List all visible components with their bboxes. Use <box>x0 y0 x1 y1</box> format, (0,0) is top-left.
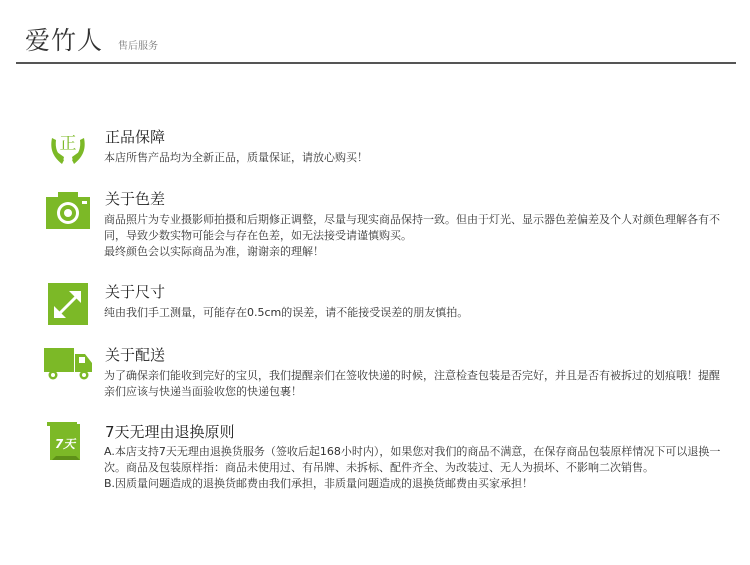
section-title: 关于尺寸 <box>105 283 166 301</box>
section-delivery <box>0 340 750 406</box>
resize-arrow-icon <box>46 283 94 327</box>
section-body <box>104 305 728 321</box>
section-line: B.因质量问题造成的退换货邮费由我们承担，非质量问题造成的退换货邮费由买家承担！ <box>104 477 534 490</box>
section-size <box>0 277 750 333</box>
section-line: 纯由我们手工测量，可能存在0.5cm的误差，请不能接受误差的朋友慎拍。 <box>104 306 469 319</box>
section-body <box>104 212 728 260</box>
seven-day-icon-glyph: 7天 <box>54 437 76 451</box>
section-line: 本店所售产品均为全新正品，质量保证，请放心购买！ <box>104 151 368 164</box>
section-line: A.本店支持7天无理由退换货服务（签收后起168小时内），如果您对我们的商品不满意，在保存商品包装原样情况下可以退换一次。商品及包装原样指：商品未使用过、有吊牌、未拆标、配件齐全、为改装过、无人为损坏、不影响二次销售。 <box>104 445 721 474</box>
section-line: 商品照片为专业摄影师拍摄和后期修正调整，尽量与现实商品保持一致。但由于灯光、显示器色差偏差及个人对颜色理解各有不同，导致少数实物可能会与存在色差，如无法接受请谨慎购买。 <box>104 213 720 242</box>
section-title: 正品保障 <box>105 128 166 146</box>
section-body <box>104 368 728 400</box>
camera-icon <box>44 189 92 233</box>
section-body <box>104 150 728 166</box>
genuine-icon-glyph: 正 <box>59 134 77 154</box>
brand-name: 爱竹人 <box>25 26 104 55</box>
section-title: 关于色差 <box>105 190 166 208</box>
section-genuine <box>0 120 750 180</box>
section-body <box>104 444 728 492</box>
section-title: 关于配送 <box>105 346 166 364</box>
section-line: 为了确保亲们能收到完好的宝贝，我们提醒亲们在签收快递的时候，注意检查包装是否完好，并且是否有被拆过的划痕哦！提醒亲们应该与快递当面验收您的快递包裹！ <box>104 369 720 398</box>
seven-day-return-icon <box>46 420 86 464</box>
page-header <box>16 20 736 64</box>
section-return <box>0 416 750 516</box>
section-title: 7天无理由退换原则 <box>105 423 235 441</box>
header-subtitle: 售后服务 <box>118 41 158 52</box>
delivery-truck-icon <box>42 344 94 388</box>
section-color <box>0 183 750 263</box>
genuine-hands-icon <box>44 124 92 168</box>
section-line: 最终颜色会以实际商品为准，谢谢亲的理解！ <box>104 245 324 258</box>
